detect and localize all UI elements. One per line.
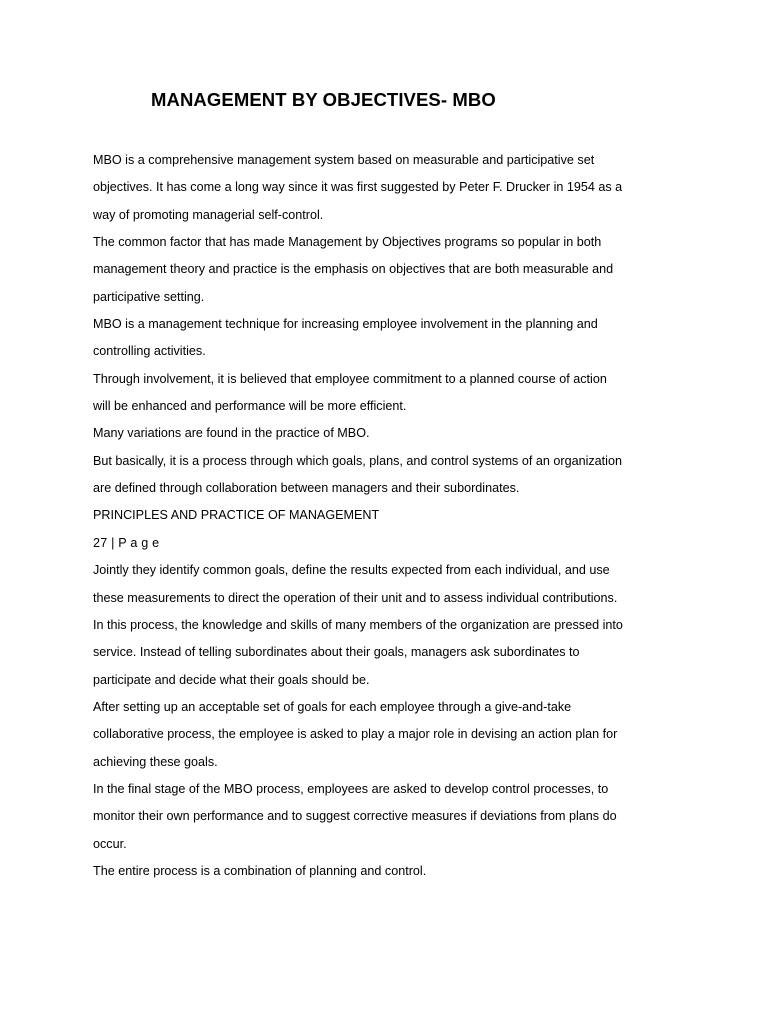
body-line: In this process, the knowledge and skills of many members of the organization are pressed into	[93, 617, 623, 632]
document-title: MANAGEMENT BY OBJECTIVES- MBO	[151, 89, 496, 110]
body-line: monitor their own performance and to suggest corrective measures if deviations from plans do	[93, 809, 617, 824]
body-line: But basically, it is a process through which goals, plans, and control systems of an organization	[93, 453, 622, 468]
body-line: achieving these goals.	[93, 754, 218, 769]
body-line: will be enhanced and performance will be more efficient.	[93, 399, 407, 414]
body-line: these measurements to direct the operation of their unit and to assess individual contributions.	[93, 590, 618, 605]
body-line: are defined through collaboration between managers and their subordinates.	[93, 481, 520, 496]
body-line: After setting up an acceptable set of goals for each employee through a give-and-take	[93, 699, 572, 714]
body-line: objectives. It has come a long way since it was first suggested by Peter F. Drucker in 1954 as a	[93, 180, 623, 195]
body-line: MBO is a comprehensive management system based on measurable and participative set	[93, 153, 595, 167]
body-line: service. Instead of telling subordinates about their goals, managers ask subordinates to	[93, 645, 580, 660]
body-line: collaborative process, the employee is asked to play a major role in devising an action plan for	[93, 727, 618, 742]
body-line: occur.	[93, 836, 127, 851]
page-number: 27 | P a g e	[93, 535, 160, 550]
document-body	[93, 147, 673, 885]
body-line: The entire process is a combination of planning and control.	[93, 863, 427, 878]
body-line: way of promoting managerial self-control.	[93, 207, 324, 222]
running-footer-label: PRINCIPLES AND PRACTICE OF MANAGEMENT	[93, 508, 380, 523]
body-line: The common factor that has made Management by Objectives programs so popular in both	[93, 235, 602, 250]
body-line: Through involvement, it is believed that employee commitment to a planned course of action	[93, 371, 607, 386]
body-line: participate and decide what their goals should be.	[93, 672, 370, 687]
body-line: controlling activities.	[93, 344, 206, 359]
body-line: MBO is a management technique for increasing employee involvement in the planning and	[93, 317, 598, 332]
body-line: In the final stage of the MBO process, employees are asked to develop control processes, to	[93, 781, 609, 796]
body-line: Jointly they identify common goals, define the results expected from each individual, and use	[93, 563, 610, 578]
body-line: Many variations are found in the practice of MBO.	[93, 426, 370, 441]
body-line: management theory and practice is the emphasis on objectives that are both measurable and	[93, 262, 614, 277]
body-line: participative setting.	[93, 289, 205, 304]
